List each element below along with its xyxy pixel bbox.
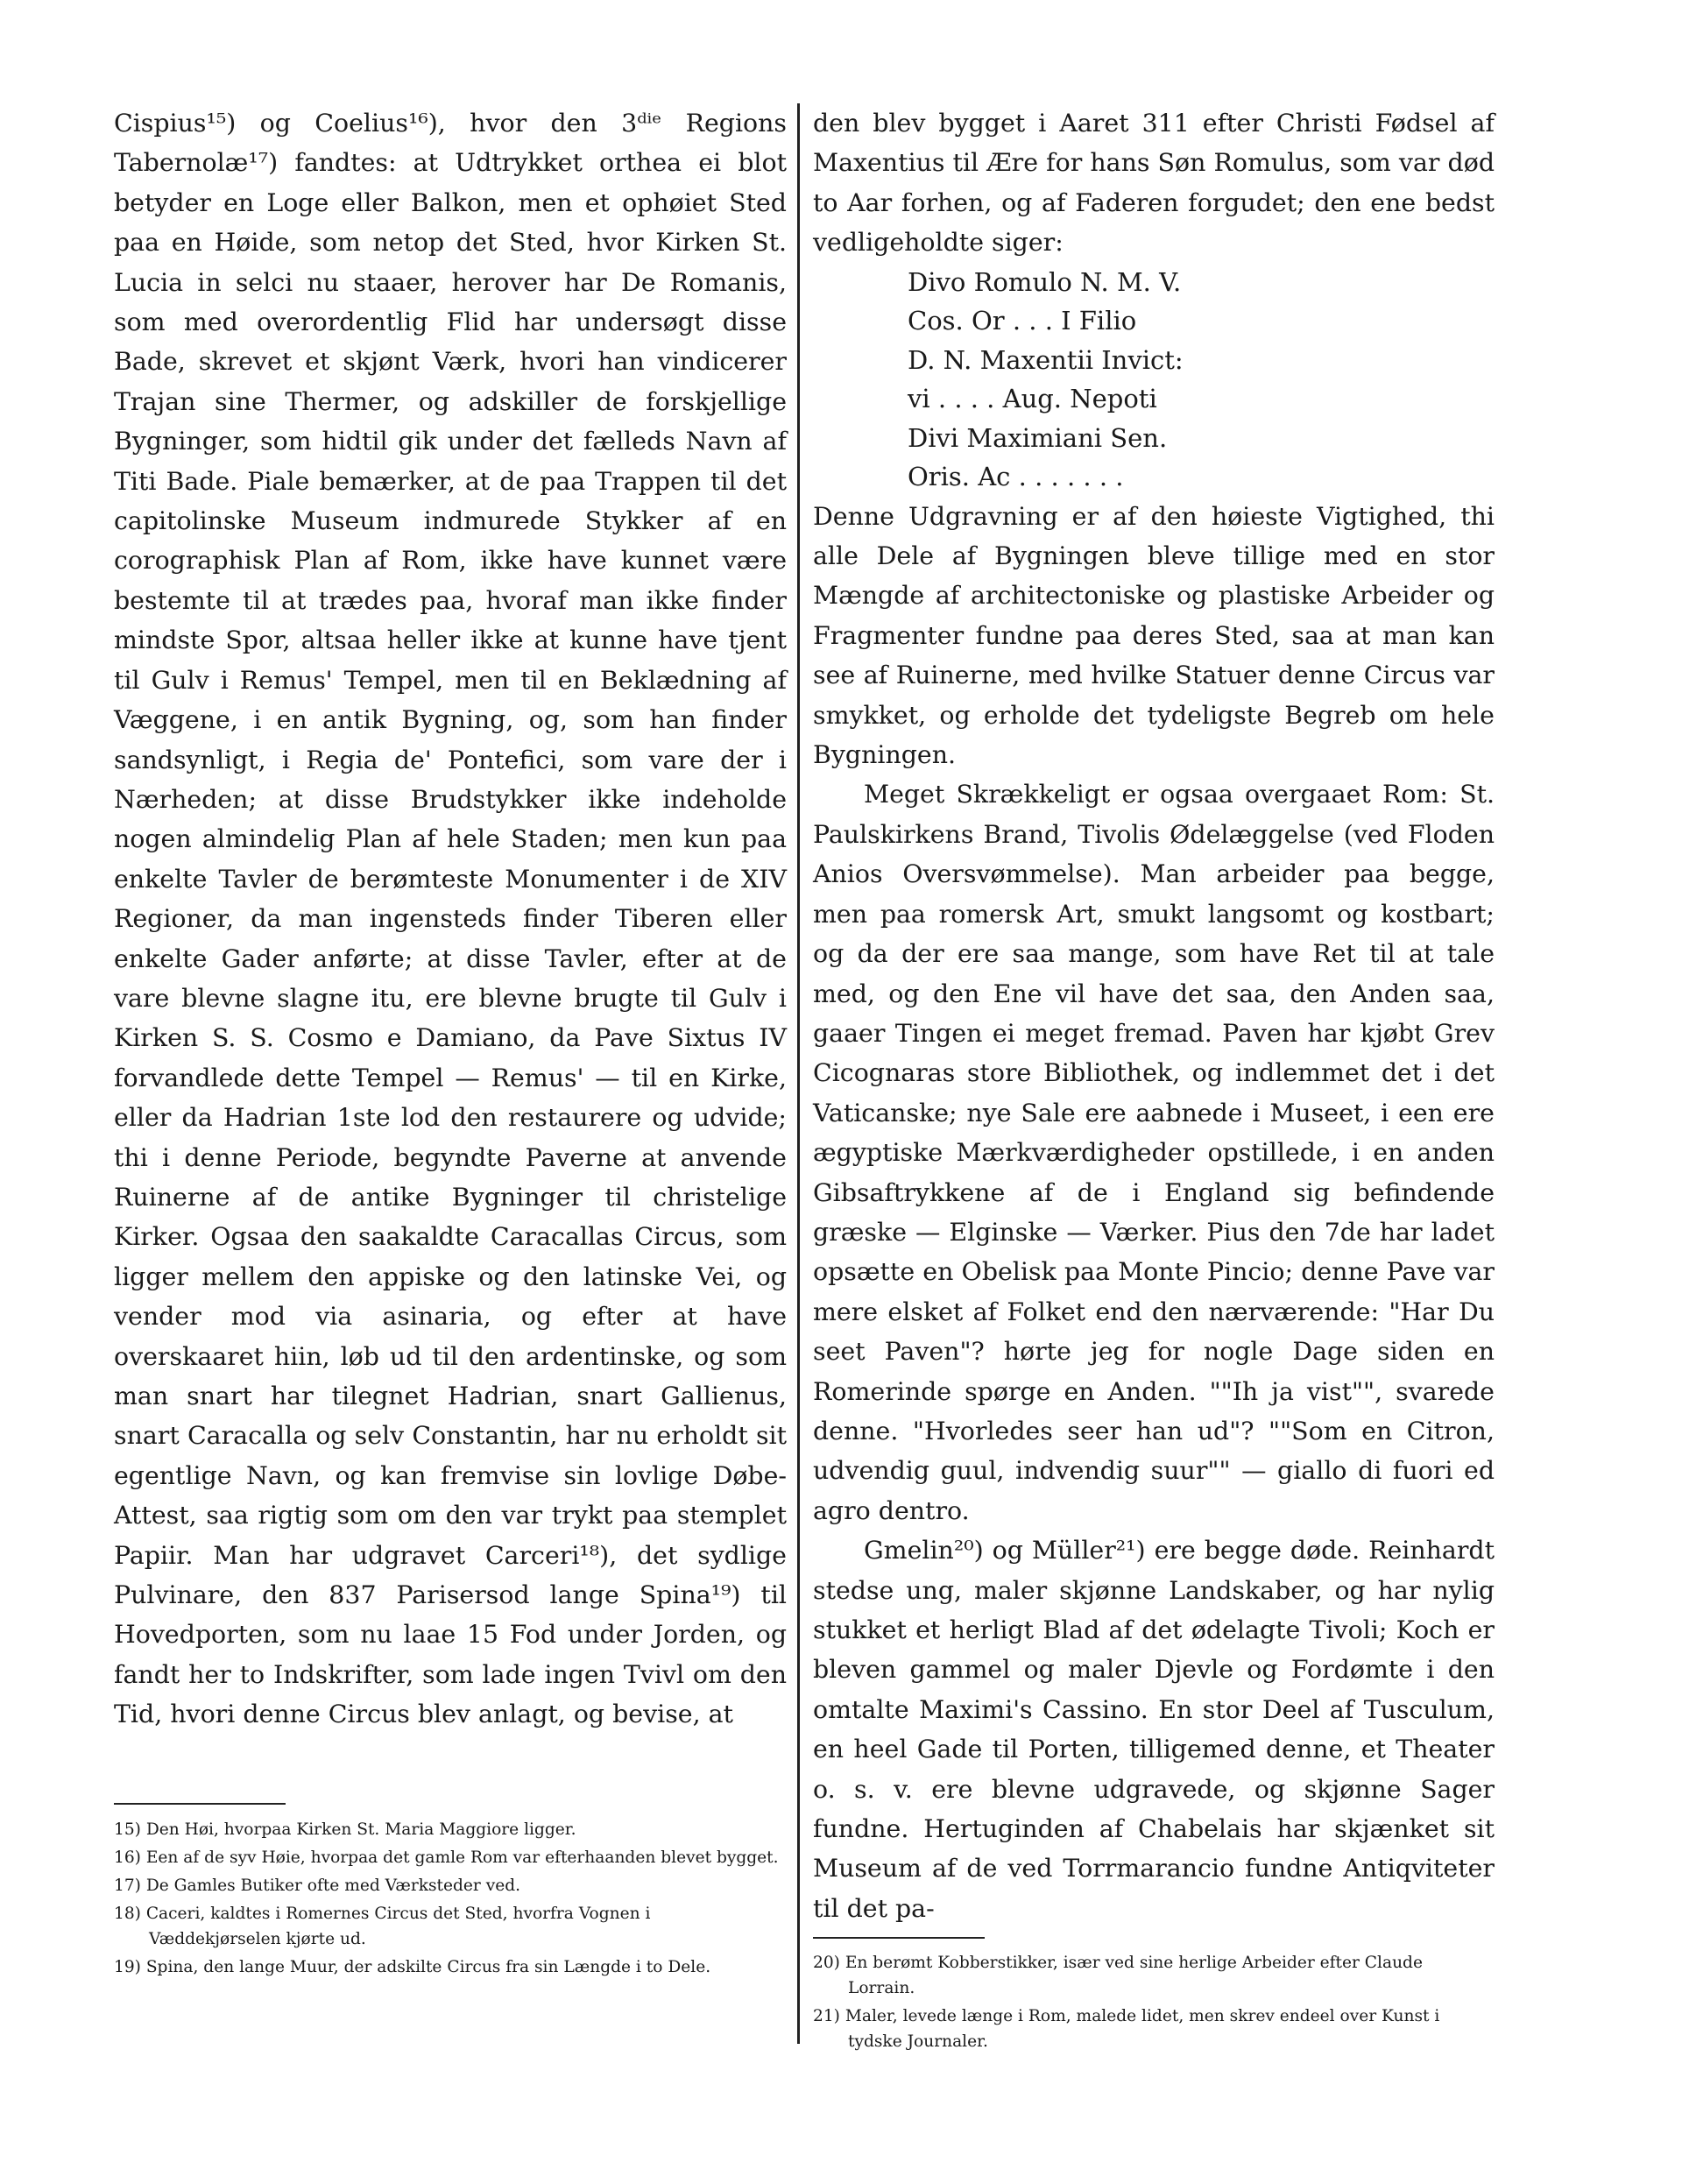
body-paragraph: Denne Udgravning er af den høieste Vigtighed, thi alle Dele af Bygningen bleve tillige med en stor Mængde af architectoniske og plastiske Arbeider og Fragmenter fundne paa deres Sted, saa at man kan see af Ruinerne, med hvilke Statuer denne Circus var smykket, og erholde det tydeligste Begreb om hele Bygningen. — [813, 501, 1495, 770]
footnotes-right — [813, 1950, 1495, 2057]
inscription-line: Divi Maximiani Sen. — [908, 422, 1168, 453]
inscription-line: Divo Romulo N. M. V. — [908, 266, 1182, 297]
footnote: 17) De Gamles Butiker ofte med Værksteder ved. — [114, 1877, 521, 1895]
column-divider — [797, 103, 800, 2044]
footnote: 18) Caceri, kaldtes i Romernes Circus det Sted, hvorfra Vognen i Væddekjørselen kjørte ud. — [114, 1905, 651, 1948]
footnote: 19) Spina, den lange Muur, der adskilte Circus fra sin Længde i to Dele. — [114, 1958, 711, 1976]
footnote-rule — [114, 1803, 286, 1805]
body-paragraph: den blev bygget i Aaret 311 efter Christi Fødsel af Maxentius til Ære for hans Søn Romulus, som var død to Aar forhen, og af Faderen forgudet; den ene bedst vedligeholdte siger: — [813, 109, 1495, 258]
footnote: 15) Den Høi, hvorpaa Kirken St. Maria Maggiore ligger. — [114, 1820, 576, 1839]
inscription-block — [813, 263, 1495, 497]
body-paragraph: Gmelin²⁰) og Müller²¹) ere begge døde. Reinhardt stedse ung, maler skjønne Landskaber, og har nylig stukket et herligt Blad af det ødelagte Tivoli; Koch er bleven gammel og maler Djevle og Fordømte i den omtalte Maximi's Cassino. En stor Deel af Tusculum, en heel Gade til Porten, tilligemed denne, et Theater o. s. v. ere blevne udgravede, og skjønne Sager fundne. Hertuginden af Chabelais har skjænket sit Museum af de ved Torrmarancio fundne Antiqviteter til det pa- — [813, 1536, 1495, 1923]
footnote-rule — [813, 1937, 985, 1939]
inscription-line: D. N. Maxentii Invict: — [908, 344, 1184, 375]
body-paragraph: Meget Skrækkeligt er ogsaa overgaaet Rom: St. Paulskirkens Brand, Tivolis Ødelæggelse (ved Floden Anios Oversvømmelse). Man arbeider paa begge, men paa romersk Art, smukt langsomt og kostbart; og da der ere saa mange, som have Ret til at tale med, og den Ene vil have det saa, den Anden saa, gaaer Tingen ei meget fremad. Paven har kjøbt Grev Cicognaras store Bibliothek, og indlemmet det i det Vaticanske; nye Sale ere aabnede i Museet, i een ere ægyptiske Mærkværdigheder opstillede, i en anden Gibsaftrykkene af de i England sig befindende græske — Elginske — Værker. Pius den 7de har ladet opsætte en Obelisk paa Monte Pincio; denne Pave var mere elsket af Folket end den nærværende: "Har Du seet Paven"? hørte jeg for nogle Dage siden en Romerinde spørge en Anden. ""Ih ja vist"", svarede denne. "Hvorledes seer han ud"? ""Som en Citron, udvendig guul, indvendig suur"" — giallo di fuori ed agro dentro. — [813, 780, 1495, 1525]
inscription-line: vi . . . . Aug. Nepoti — [908, 384, 1157, 414]
inscription-line: Cos. Or . . . I Filio — [908, 306, 1137, 336]
footnote: 21) Maler, levede længe i Rom, malede lidet, men skrev endeel over Kunst i tydske Journaler. — [813, 2007, 1440, 2051]
left-column — [114, 103, 787, 1735]
footnotes-left — [114, 1817, 787, 1983]
right-column — [813, 103, 1495, 1928]
body-paragraph: Cispius¹⁵) og Coelius¹⁶), hvor den 3ᵈⁱᵉ Regions Tabernolæ¹⁷) fandtes: at Udtrykket orthea ei blot betyder en Loge eller Balkon, men et ophøiet Sted paa en Høide, som netop det Sted, hvor Kirken St. Lucia in selci nu staaer, herover har De Romanis, som med overordentlig Flid har undersøgt disse Bade, skrevet et skjønt Værk, hvori han vindicerer Trajan sine Thermer, og adskiller de forskjellige Bygninger, som hidtil gik under det fælleds Navn af Titi Bade. Piale bemærker, at de paa Trappen til det capitolinske Museum indmurede Stykker af en corographisk Plan af Rom, ikke have kunnet være bestemte til at trædes paa, hvoraf man ikke finder mindste Spor, altsaa heller ikke at kunne have tjent til Gulv i Remus' Tempel, men til en Beklædning af Væggene, i en antik Bygning, og, som han finder sandsynligt, i Regia de' Pontefici, som vare der i Nærheden; at disse Brudstykker ikke indeholde nogen almindelig Plan af hele Staden; men kun paa enkelte Tavler de berømteste Monumenter i de XIV Regioner, da man ingensteds finder Tiberen eller enkelte Gader anførte; at disse Tavler, efter at de vare blevne slagne itu, ere blevne brugte til Gulv i Kirken S. S. Cosmo e Damiano, da Pave Sixtus IV forvandlede dette Tempel — Remus' — til en Kirke, eller da Hadrian 1ste lod den restaurere og udvide; thi i denne Periode, begyndte Paverne at anvende Ruinerne af de antike Bygninger til christelige Kirker. Ogsaa den saakaldte Caracallas Circus, som ligger mellem den appiske og den latinske Vei, og vender mod via asinaria, og efter at have overskaaret hiin, løb ud til den ardentinske, og som man snart har tilegnet Hadrian, snart Gallienus, snart Caracalla og selv Constantin, har nu erholdt sit egentlige Navn, og kan fremvise sin lovlige Døbe-Attest, saa rigtig som om den var trykt paa stemplet Papiir. Man har udgravet Carceri¹⁸), det sydlige Pulvinare, den 837 Parisersod lange Spina¹⁹) til Hovedporten, som nu laae 15 Fod under Jorden, og fandt her to Indskrifter, som lade ingen Tvivl om den Tid, hvori denne Circus blev anlagt, og bevise, at — [114, 109, 787, 1729]
footnote: 20) En berømt Kobberstikker, især ved sine herlige Arbeider efter Claude Lorrain. — [813, 1954, 1423, 1997]
footnote: 16) Een af de syv Høie, hvorpaa det gamle Rom var efterhaanden blevet bygget. — [114, 1848, 779, 1867]
inscription-line: Oris. Ac . . . . . . . — [908, 462, 1124, 492]
